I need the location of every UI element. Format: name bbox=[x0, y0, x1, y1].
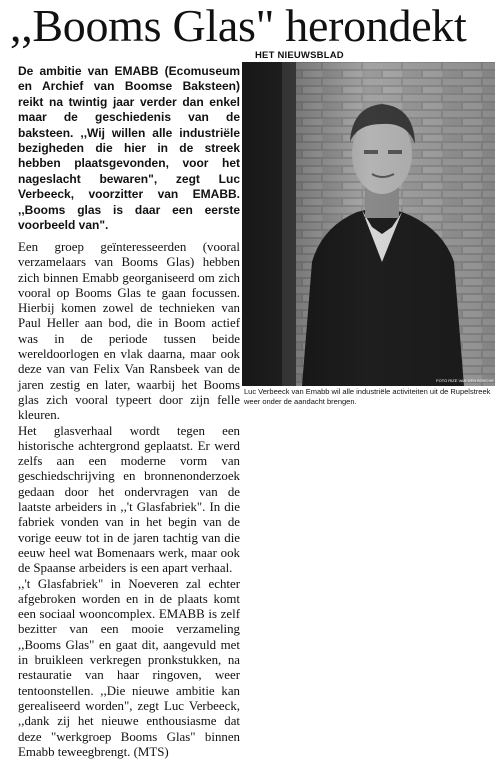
photo-caption: Luc Verbeeck van Emabb wil alle industriële activiteiten uit de Rupelstreek weer onder de aandacht brengen. bbox=[244, 387, 491, 406]
article-paragraph: Een groep geïnteresseerden (vooral verzamelaars van Booms Glas) hebben zich binnen Emabb georganiseerd om zich vooral op Booms Glas te gaan focussen. Hierbij komen zowel de technieken van Paul Heller aan bod, die in Boom actief was in de periode tussen beide wereldoorlogen en vlak daarna, maar ook deze van van Felix Van Ransbeek van de jaren zestig en later, waarbij het Booms glas zich vooral typeert door zijn felle kleuren. bbox=[18, 240, 240, 423]
article-paragraph: ,,'t Glasfabriek" in Noeveren zal echter afgebroken worden en in de plaats komt een sociaal wooncomplex. EMABB is zelf bezitter van een mooie verzameling ,,Booms Glas" en gaat dit, aangevuld met in bruikleen verkregen pronkstukken, na restauratie van haar ringoven, weer tentoonstellen. ,,Die nieuwe ambitie kan gerealiseerd worden", zegt Luc Verbeeck, ,,dank zij het nieuwe enthousiasme dat deze "werkgroep Booms Glas" binnen Emabb teweegbrengt. (MTS) bbox=[18, 576, 240, 759]
article-body bbox=[18, 240, 240, 765]
headline: ,,Booms Glas" herondekt bbox=[10, 0, 467, 51]
portrait-photo bbox=[242, 62, 495, 386]
newspaper-source: HET NIEUWSBLAD bbox=[255, 50, 344, 61]
photo-credit: FOTO RIZE VAN DEN BOSCHE bbox=[436, 378, 494, 383]
article-lede: De ambitie van EMABB (Ecomuseum en Archief van Boomse Baksteen) reikt na twintig jaar verder dan enkel maar de geschiedenis van de baksteen. ,,Wij willen alle industriële bezigheden die hier in de streek hebben plaatsgevonden, voor het nageslacht bewaren", zegt Luc Verbeeck, voorzitter van EMABB. ,,Booms glas is daar een eerste voorbeeld van". bbox=[18, 64, 240, 233]
article-paragraph: Het glasverhaal wordt tegen een historische achtergrond geplaatst. Er werd zelfs aan een moderne vorm van geschiedschrijving en bronnenonderzoek gedaan door het ondervragen van de laatste arbeiders in ,,'t Glasfabriek". In die fabriek vonden van in het begin van de vorige eeuw tot in de jaren tachtig van die eeuw heel wat Bomenaars werk, maar ook de Spaanse arbeiders is een apart verhaal. bbox=[18, 423, 240, 576]
